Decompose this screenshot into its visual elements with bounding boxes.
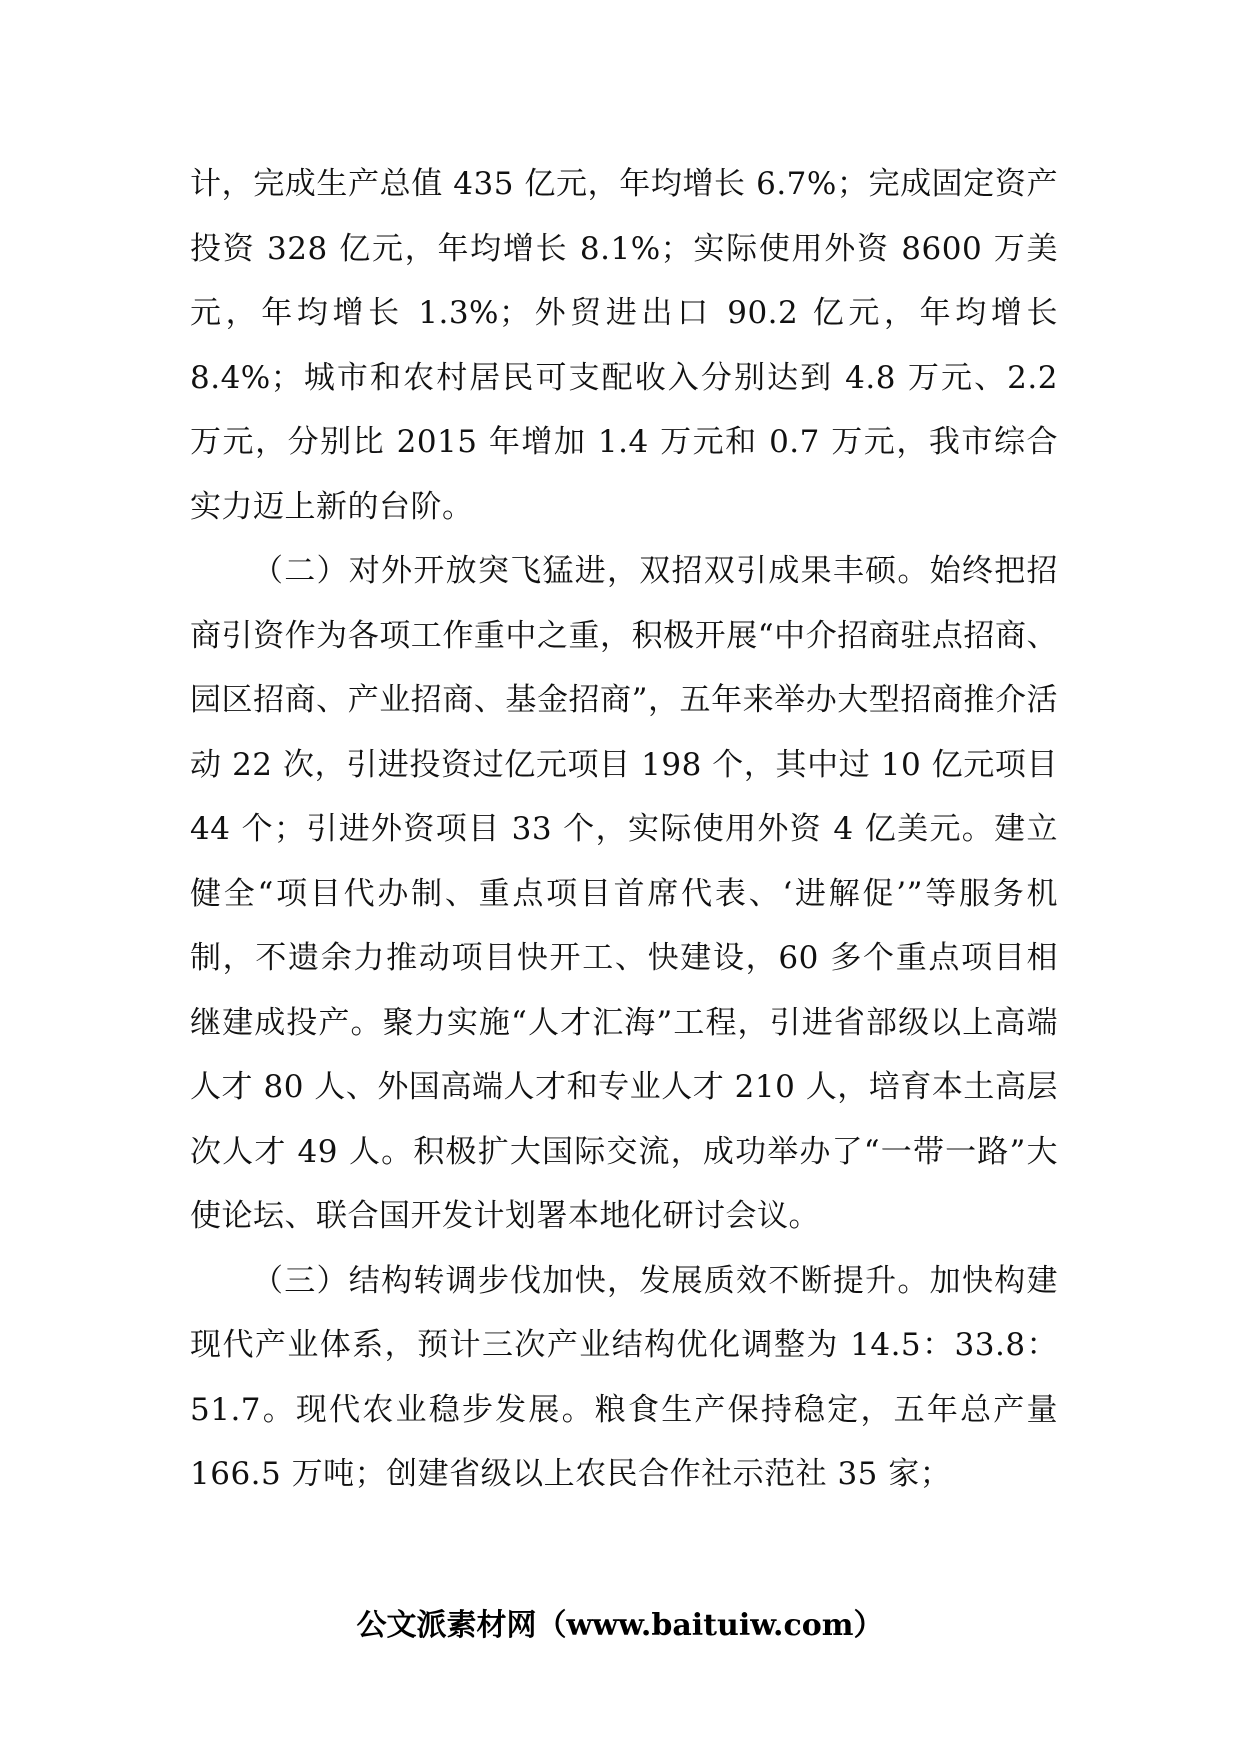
- paragraph-2: （二）对外开放突飞猛进，双招双引成果丰硕。始终把招商引资作为各项工作重中之重，积极开展“中介招商驻点招商、园区招商、产业招商、基金招商”，五年来举办大型招商推介活动 22 次，引进投资过亿元项目 198 个，其中过 10 亿元项目 44 个；引进外资项目 33 个，实际使用外资 4 亿美元。建立健全“项目代办制、重点项目首席代表、‘进解促’”等服务机制，不遗余力推动项目快开工、快建设，60 多个重点项目相继建成投产。聚力实施“人才汇海”工程，引进省部级以上高端人才 80 人、外国高端人才和专业人才 210 人，培育本土高层次人才 49 人。积极扩大国际交流，成功举办了“一带一路”大使论坛、联合国开发计划署本地化研讨会议。: [190, 553, 1058, 1234]
- footer-watermark: 公文派素材网（www.baituiw.com）: [356, 1608, 884, 1643]
- paragraph-1: 计，完成生产总值 435 亿元，年均增长 6.7%；完成固定资产投资 328 亿元，年均增长 8.1%；实际使用外资 8600 万美元，年均增长 1.3%；外贸进出口 90.2 亿元，年均增长 8.4%；城市和农村居民可支配收入分别达到 4.8 万元、2.2 万元，分别比 2015 年增加 1.4 万元和 0.7 万元，我市综合实力迈上新的台阶。: [190, 166, 1058, 525]
- paragraph-3: （三）结构转调步伐加快，发展质效不断提升。加快构建现代产业体系，预计三次产业结构优化调整为 14.5：33.8：51.7。现代农业稳步发展。粮食生产保持稳定，五年总产量 166.5 万吨；创建省级以上农民合作社示范社 35 家；: [190, 1262, 1058, 1492]
- document-body: [190, 152, 1058, 1507]
